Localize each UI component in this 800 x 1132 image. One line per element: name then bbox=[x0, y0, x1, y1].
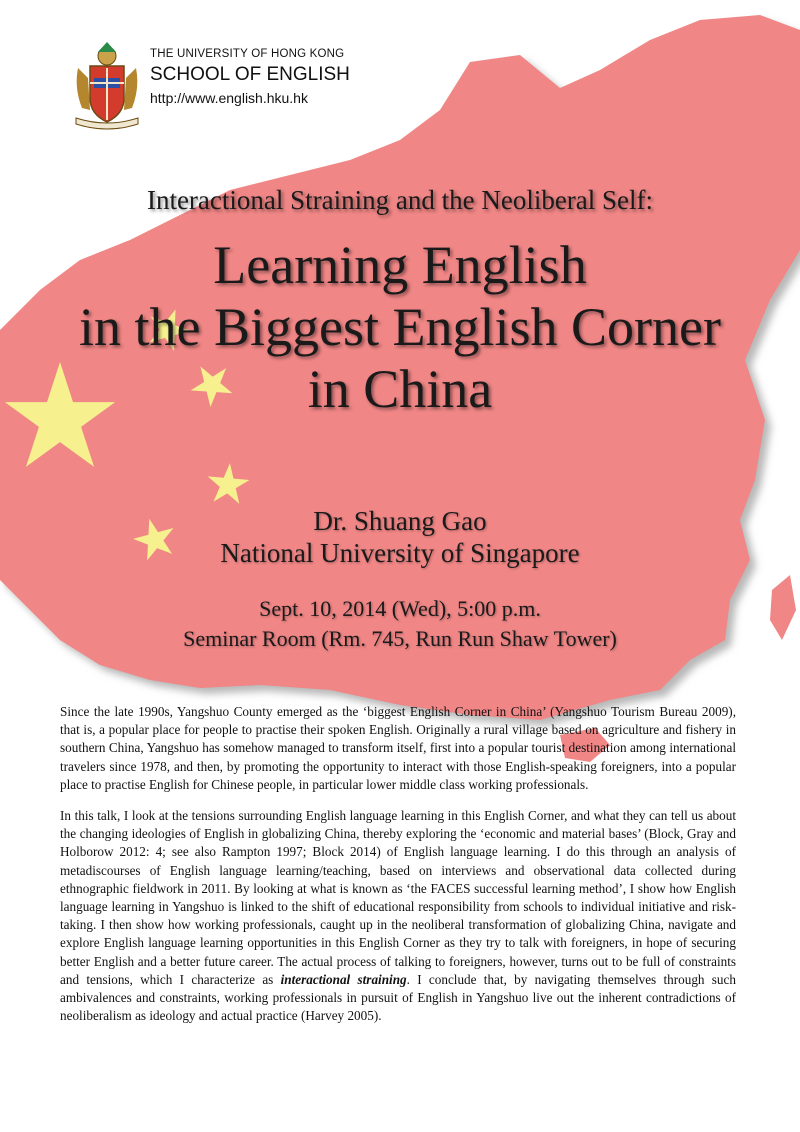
abstract-p2-text-before: In this talk, I look at the tensions surrounding English language learning in this English Corner, and what they can tell us about the changing ideologies of English in globalizing China, thereby exploring the ‘economic and material bases’ (Block, Gray and Holborow 2012: 4; see also Rampton 1997; Block 2014) of English language learning. I do this through an analysis of metadiscourses of English language learning/teaching, based on interviews and observational data collected during ethnographic fieldwork in 2011. By looking at what is known as ‘the FACES successful learning method’, I show how English language learning in Yangshuo is linked to the shift of educational responsibility from schools to individual initiative and risk-taking. I then show how working professionals, caught up in the neoliberal transformation of globalizing China, navigate and explore English language learning opportunities in this English Corner as they try to talk with foreigners, in hope of securing better English and a better future career. The actual process of talking to foreigners, however, turns out to be full of constraints and tensions, which I characterize as bbox=[60, 808, 736, 987]
talk-subtitle: Interactional Straining and the Neoliberal Self: bbox=[146, 185, 654, 215]
event-venue: Seminar Room (Rm. 745, Run Run Shaw Tower) bbox=[183, 626, 617, 651]
abstract-paragraph-1: Since the late 1990s, Yangshuo County emerged as the ‘biggest English Corner in China’ (Yangshuo Tourism Bureau 2009), that is, a popular place for people to practise their spoken English. Originally a rural village based on agriculture and fishery in southern China, Yangshuo has somehow managed to transform itself, first into a popular tourist destination among international travelers since 1978, and then, by promoting the opportunity to interact with those English-speaking foreigners, into a popular place to practise English for Chinese people, in particular lower middle class working professionals. bbox=[60, 704, 736, 792]
speaker-info bbox=[0, 505, 800, 569]
university-name: THE UNIVERSITY OF HONG KONG bbox=[150, 48, 345, 60]
speaker-affiliation: National University of Singapore bbox=[220, 538, 580, 568]
title-block bbox=[0, 185, 800, 420]
title-line-3: in China bbox=[307, 359, 493, 419]
abstract-p2-emphasis: interactional straining bbox=[280, 971, 407, 987]
title-line-2: in the Biggest English Corner bbox=[79, 297, 721, 357]
event-info bbox=[0, 594, 800, 654]
abstract-paragraph-2 bbox=[60, 807, 736, 1025]
header-text bbox=[150, 48, 350, 106]
event-datetime: Sept. 10, 2014 (Wed), 5:00 p.m. bbox=[259, 596, 541, 621]
school-name: SCHOOL OF ENGLISH bbox=[150, 64, 350, 85]
abstract bbox=[60, 703, 736, 1038]
university-crest-icon bbox=[72, 38, 142, 130]
website-url: http://www.english.hku.hk bbox=[150, 90, 308, 106]
title-line-1: Learning English bbox=[213, 235, 587, 295]
talk-title bbox=[0, 234, 800, 420]
abstract-p2-text-after: . I conclude that, by navigating themselves through such ambivalences and constraints, working professionals in pursuit of English in Yangshuo live out the inherent contradictions of neoliberalism as ideology and actual practice (Harvey 2005). bbox=[60, 971, 736, 1024]
speaker-name: Dr. Shuang Gao bbox=[313, 506, 487, 536]
